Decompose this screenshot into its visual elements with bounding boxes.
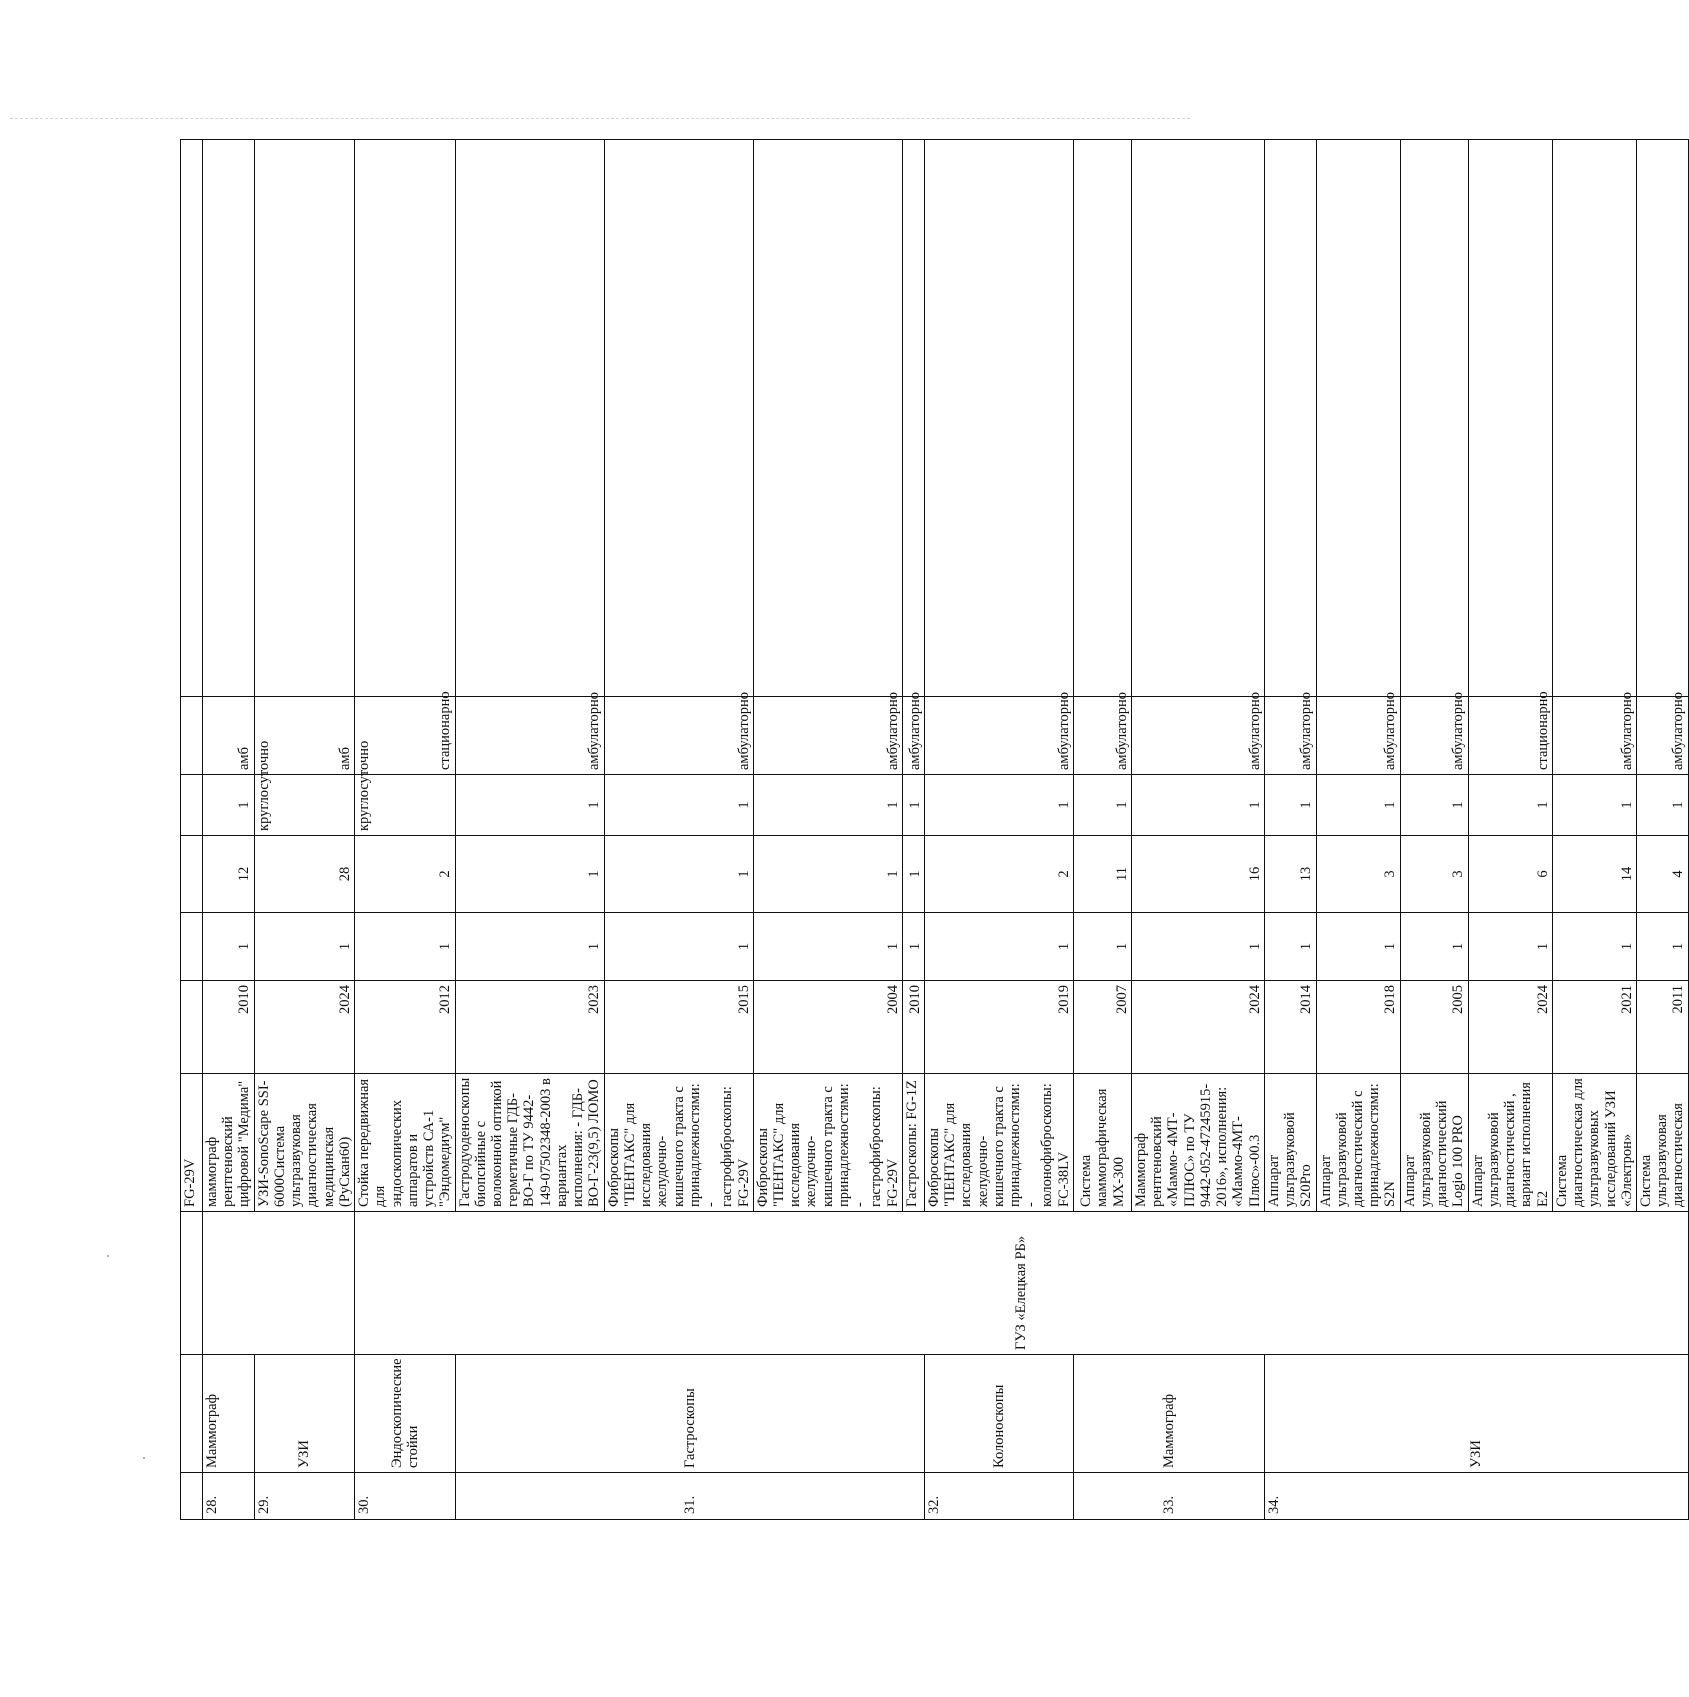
mode-cell: [181, 697, 203, 775]
qty-cell: 1: [203, 913, 255, 981]
shift-cell: 1: [1468, 775, 1552, 836]
shift-cell: 1: [753, 775, 902, 836]
load-cell: 1: [604, 836, 753, 913]
load-cell: 16: [1131, 836, 1264, 913]
device-cell: Фиброскопы "ПЕНТАКС" для исследования желудочно-кишечного тракта с принадлежностями: - колонофиброскопы: FC-38LV: [924, 1074, 1073, 1212]
empty-cell: [1131, 140, 1264, 697]
load-cell: 2: [355, 836, 455, 913]
shift-cell: 1: [604, 775, 753, 836]
device-cell: Система ультразвуковая диагностическая: [1636, 1074, 1688, 1212]
device-cell: Стойка передвижная для эндоскопических аппаратов и устройств СА-1 "Эндомедиум": [355, 1074, 455, 1212]
year-cell: 2010: [902, 981, 924, 1074]
qty-cell: 1: [924, 913, 1073, 981]
load-cell: 28: [254, 836, 354, 913]
org-cell: ГУЗ «Елецкая РБ»: [355, 1212, 1689, 1355]
shift-cell: 1: [1264, 775, 1316, 836]
equipment-table: [180, 139, 1689, 1520]
empty-cell: [455, 140, 604, 697]
shift-cell: 1: [1131, 775, 1264, 836]
org-cell: [203, 1212, 355, 1355]
year-cell: 2011: [1636, 981, 1688, 1074]
mode-cell: стационарно: [355, 697, 455, 775]
load-cell: 3: [1400, 836, 1468, 913]
shift-cell: 1: [1400, 775, 1468, 836]
scan-artifact-line: [10, 118, 1190, 119]
qty-cell: 1: [753, 913, 902, 981]
scan-speck: [107, 1255, 109, 1257]
mode-cell: амбулаторно: [455, 697, 604, 775]
load-cell: 1: [902, 836, 924, 913]
mode-cell: амбулаторно: [1073, 697, 1131, 775]
category-cell: Эндоскопические стойки: [355, 1355, 455, 1473]
num-cell: 29.: [254, 1473, 354, 1520]
qty-cell: 1: [1400, 913, 1468, 981]
shift-cell: круглосуточно: [355, 775, 455, 836]
category-cell: УЗИ: [254, 1355, 354, 1473]
shift-cell: 1: [902, 775, 924, 836]
load-cell: 13: [1264, 836, 1316, 913]
num-cell: 34.: [1264, 1473, 1688, 1520]
device-cell: Система маммографическая МХ-300: [1073, 1074, 1131, 1212]
mode-cell: амб: [254, 697, 354, 775]
num-cell: [181, 1473, 203, 1520]
device-cell: Фиброскопы "ПЕНТАКС" для исследования желудочно-кишечного тракта с принадлежностями: - гастрофиброскопы: FG-29V: [604, 1074, 753, 1212]
shift-cell: круглосуточно: [254, 775, 354, 836]
load-cell: 6: [1468, 836, 1552, 913]
mode-cell: амбулаторно: [1316, 697, 1400, 775]
table-row: [355, 140, 455, 1520]
load-cell: 14: [1552, 836, 1636, 913]
qty-cell: 1: [1073, 913, 1131, 981]
device-cell: УЗИ-SonoScape SSI-6000Система ультразвуковая диагностическая медицинская (РуСкан60): [254, 1074, 354, 1212]
device-cell: Аппарат ультразвуковой диагностический с принадлежностями: S2N: [1316, 1074, 1400, 1212]
qty-cell: 1: [254, 913, 354, 981]
mode-cell: амбулаторно: [1636, 697, 1688, 775]
rotated-table-frame: [180, 140, 1687, 1520]
empty-cell: [203, 140, 255, 697]
year-cell: 2007: [1073, 981, 1131, 1074]
num-cell: 32.: [924, 1473, 1073, 1520]
device-cell: Гастродуоденоскопы биопсийные с волоконной оптикой герметичные ГДБ-ВО-Г по ТУ 9442-149-07502348-2003 в вариантах исполнения: - ГДБ-ВО-Г-23(9,5) ЛОМО: [455, 1074, 604, 1212]
load-cell: 2: [924, 836, 1073, 913]
load-cell: [181, 836, 203, 913]
shift-cell: 1: [203, 775, 255, 836]
rotated-table-page: [180, 140, 1687, 1520]
shift-cell: 1: [1316, 775, 1400, 836]
qty-cell: 1: [1636, 913, 1688, 981]
year-cell: 2004: [753, 981, 902, 1074]
empty-cell: [1468, 140, 1552, 697]
load-cell: 12: [203, 836, 255, 913]
empty-cell: [1073, 140, 1131, 697]
year-cell: 2012: [355, 981, 455, 1074]
mode-cell: амбулаторно: [924, 697, 1073, 775]
shift-cell: 1: [1552, 775, 1636, 836]
year-cell: [181, 981, 203, 1074]
load-cell: 3: [1316, 836, 1400, 913]
device-cell: Аппарат ультразвуковой диагностический , вариант исполнения Е2: [1468, 1074, 1552, 1212]
mode-cell: амбулаторно: [902, 697, 924, 775]
num-cell: 33.: [1073, 1473, 1264, 1520]
qty-cell: 1: [455, 913, 604, 981]
load-cell: 1: [455, 836, 604, 913]
device-cell: Фиброскопы "ПЕНТАКС" для исследования желудочно-кишечного тракта с принадлежностями: - гастрофиброскопы: FG-29V: [753, 1074, 902, 1212]
empty-cell: [181, 140, 203, 697]
num-cell: 30.: [355, 1473, 455, 1520]
qty-cell: 1: [1468, 913, 1552, 981]
year-cell: 2024: [254, 981, 354, 1074]
year-cell: 2024: [1468, 981, 1552, 1074]
mode-cell: стационарно: [1468, 697, 1552, 775]
shift-cell: [181, 775, 203, 836]
device-cell: Аппарат ультразвуковой S20Pro: [1264, 1074, 1316, 1212]
num-cell: 31.: [455, 1473, 924, 1520]
year-cell: 2021: [1552, 981, 1636, 1074]
mode-cell: амбулаторно: [753, 697, 902, 775]
qty-cell: 1: [1131, 913, 1264, 981]
device-cell: Маммограф рентгеновский «Маммо- 4МТ-ПЛЮС» по ТУ 9442-052-47245915-2016», исполнения: «Маммо-4МТ-Плюс»-00.3: [1131, 1074, 1264, 1212]
year-cell: 2005: [1400, 981, 1468, 1074]
empty-cell: [924, 140, 1073, 697]
year-cell: 2023: [455, 981, 604, 1074]
empty-cell: [1264, 140, 1316, 697]
empty-cell: [604, 140, 753, 697]
scan-speck: [143, 1457, 145, 1459]
mode-cell: амбулаторно: [1400, 697, 1468, 775]
empty-cell: [902, 140, 924, 697]
shift-cell: 1: [455, 775, 604, 836]
year-cell: 2019: [924, 981, 1073, 1074]
device-cell: Гастроскопы: FG-1Z: [902, 1074, 924, 1212]
year-cell: 2018: [1316, 981, 1400, 1074]
empty-cell: [1316, 140, 1400, 697]
qty-cell: 1: [1552, 913, 1636, 981]
org-cell: [181, 1212, 203, 1355]
shift-cell: 1: [924, 775, 1073, 836]
load-cell: 4: [1636, 836, 1688, 913]
qty-cell: 1: [604, 913, 753, 981]
year-cell: 2014: [1264, 981, 1316, 1074]
device-cell: маммограф рентгеновский цифровой "Медима": [203, 1074, 255, 1212]
empty-cell: [1552, 140, 1636, 697]
mode-cell: амбулаторно: [1552, 697, 1636, 775]
empty-cell: [355, 140, 455, 697]
table-row: [181, 140, 203, 1520]
year-cell: 2015: [604, 981, 753, 1074]
year-cell: 2010: [203, 981, 255, 1074]
category-cell: [181, 1355, 203, 1473]
empty-cell: [1400, 140, 1468, 697]
num-cell: 28.: [203, 1473, 255, 1520]
device-cell: Система диагностическая для ультразвуковых исследований УЗИ «Электрон»: [1552, 1074, 1636, 1212]
load-cell: 11: [1073, 836, 1131, 913]
table-row: [203, 140, 255, 1520]
category-cell: УЗИ: [1264, 1355, 1688, 1473]
qty-cell: 1: [1264, 913, 1316, 981]
qty-cell: 1: [1316, 913, 1400, 981]
device-cell: FG-29V: [181, 1074, 203, 1212]
shift-cell: 1: [1636, 775, 1688, 836]
category-cell: Маммограф: [203, 1355, 255, 1473]
empty-cell: [254, 140, 354, 697]
mode-cell: амбулаторно: [1264, 697, 1316, 775]
load-cell: 1: [753, 836, 902, 913]
category-cell: Гастроскопы: [455, 1355, 924, 1473]
empty-cell: [1636, 140, 1688, 697]
shift-cell: 1: [1073, 775, 1131, 836]
qty-cell: [181, 913, 203, 981]
device-cell: Аппарат ультразвуковой диагностический Logio 100 PRO: [1400, 1074, 1468, 1212]
qty-cell: 1: [355, 913, 455, 981]
qty-cell: 1: [902, 913, 924, 981]
year-cell: 2024: [1131, 981, 1264, 1074]
category-cell: Маммограф: [1073, 1355, 1264, 1473]
mode-cell: амб: [203, 697, 255, 775]
empty-cell: [753, 140, 902, 697]
category-cell: Колоноскопы: [924, 1355, 1073, 1473]
mode-cell: амбулаторно: [1131, 697, 1264, 775]
mode-cell: амбулаторно: [604, 697, 753, 775]
